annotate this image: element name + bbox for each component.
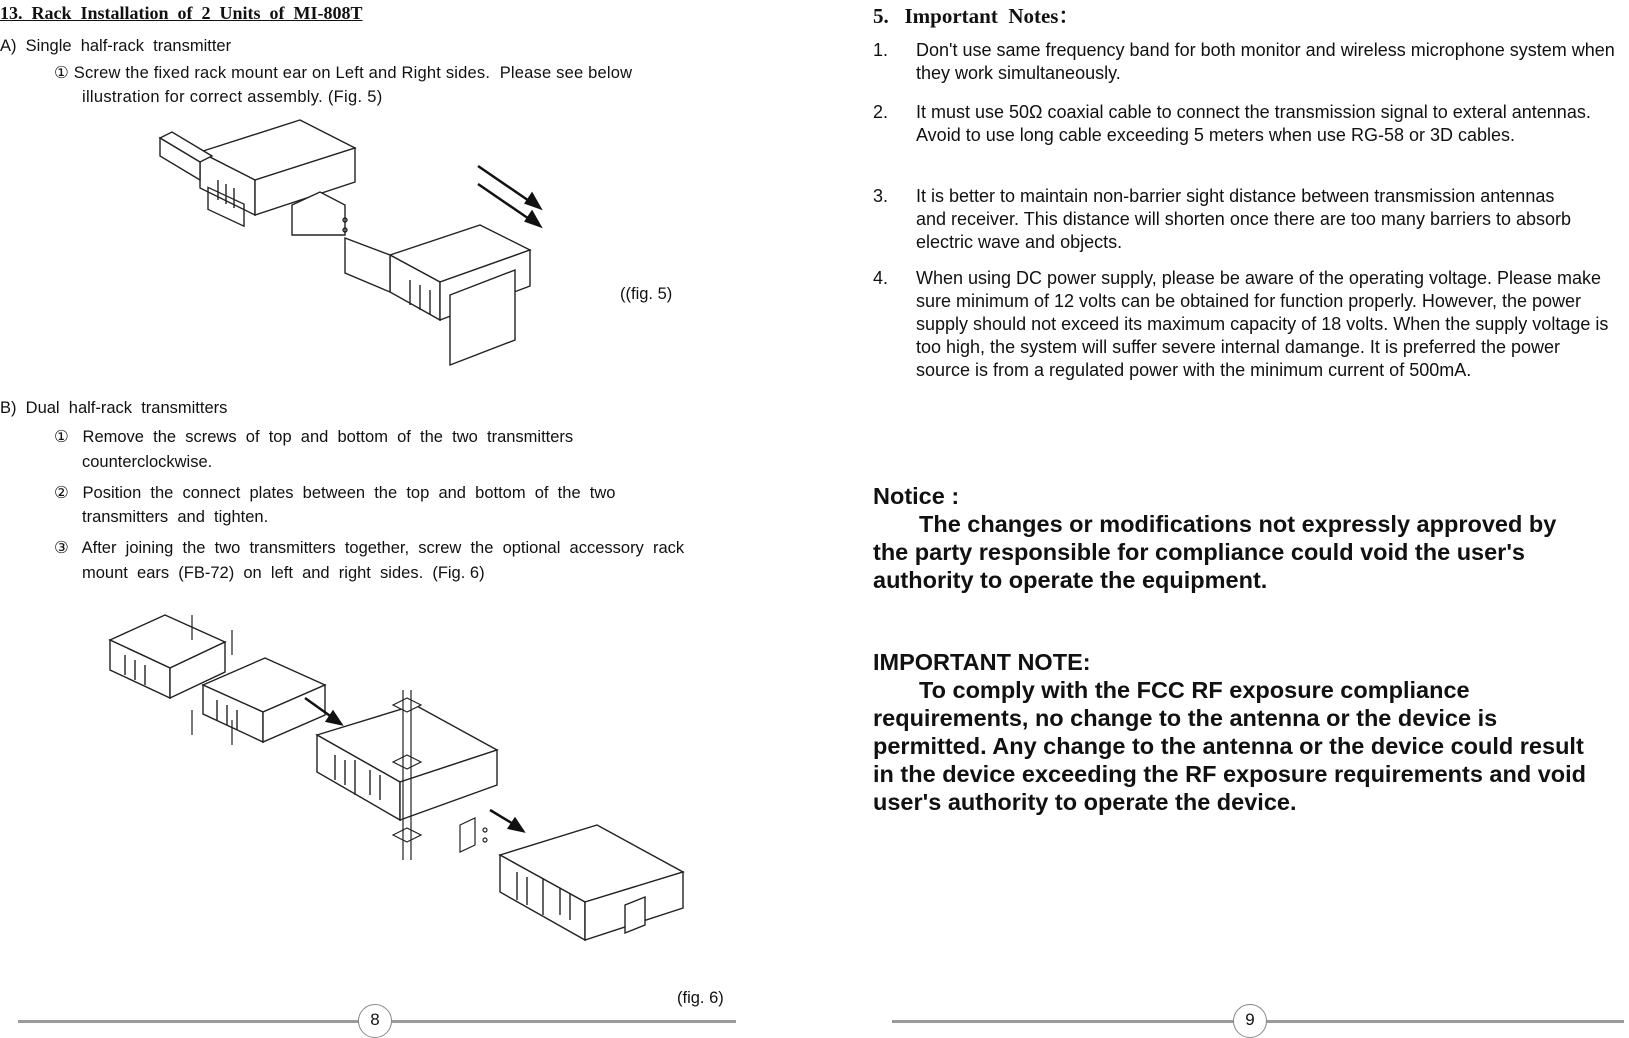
fig5-caption: ((fig. 5) [620, 285, 673, 303]
fig6-final-rack [500, 825, 683, 940]
right-page-number: 9 [1233, 1004, 1267, 1038]
note-text: When using DC power supply, please be aware of the operating voltage. Please make sure minimum of 12 volts can be obtained for function properly. However, the power supply should not exceed its maximum capacity of 18 volts. When the supply voltage is too high, the system will suffer severe internal damange. It is preferred the power source is from a regulated power with the minimum current of 500mA. [916, 268, 1609, 380]
section-b-step3-line1: ③ After joining the two transmitters together, screw the optional accessory rack [54, 539, 685, 557]
important-note-title: IMPORTANT NOTE: [873, 649, 1091, 675]
left-page-number: 8 [358, 1004, 392, 1038]
note-text: It is better to maintain non-barrier sight distance between transmission antennas and receiver. This distance will shorten once there are too many barriers to absorb electric wave and objects. [916, 186, 1572, 252]
section-b-step1-line2: counterclockwise. [82, 453, 213, 471]
section-b-step3-line2: mount ears (FB-72) on left and right sides. (Fig. 6) [82, 564, 485, 582]
section-b-step2-line2: transmitters and tighten. [82, 508, 269, 526]
fig6-caption: (fig. 6) [677, 989, 724, 1007]
section-b-step2-line1: ② Position the connect plates between the top and bottom of the two [54, 484, 616, 502]
important-note-body: To comply with the FCC RF exposure compliance requirements, no change to the antenna or the device is permitted. Any change to the antenna or the device could result in the device exceeding the RF exposure requirements and void user's authority to operate the device. [873, 677, 1587, 815]
note-item-1 [873, 39, 1623, 85]
fig5-arrows [478, 166, 540, 226]
fig6-arrow-2 [490, 810, 523, 831]
section-b-step1-line1: ① Remove the screws of top and bottom of the two transmitters [54, 428, 574, 446]
fig5-illustration [160, 110, 580, 365]
note-item-3 [873, 185, 1588, 254]
section-b-title: B) Dual half-rack transmitters [0, 399, 228, 417]
note-number: 2. [873, 102, 889, 122]
section-a-step1-line1: ① Screw the fixed rack mount ear on Left and Right sides. Please see below [54, 64, 633, 82]
note-item-2 [873, 101, 1593, 147]
left-page-heading: 13. Rack Installation of 2 Units of MI-808T [0, 3, 363, 23]
note-number: 4. [873, 268, 889, 288]
note-number: 1. [873, 40, 889, 60]
fig5-transmitter-bottom [345, 225, 530, 365]
right-page-heading: 5. Important Notes： [873, 4, 1080, 28]
fig6-rack-ear [460, 818, 487, 852]
note-text: It must use 50Ω coaxial cable to connect the transmission signal to exteral antennas. Avoid to use long cable exceeding 5 meters when use RG-58 or 3D cables. [916, 102, 1591, 145]
section-a-step1-line2: illustration for correct assembly. (Fig. 5) [82, 88, 383, 106]
note-number: 3. [873, 186, 889, 206]
fig6-illustration [105, 610, 725, 995]
notice-title: Notice : [873, 483, 960, 509]
section-a-title: A) Single half-rack transmitter [0, 37, 232, 55]
notice-body: The changes or modifications not expressly approved by the party responsible for compliance could void the user's authority to operate the equipment. [873, 511, 1557, 593]
note-text: Don't use same frequency band for both monitor and wireless microphone system when they work simultaneously. [916, 40, 1615, 83]
note-item-4 [873, 267, 1615, 382]
